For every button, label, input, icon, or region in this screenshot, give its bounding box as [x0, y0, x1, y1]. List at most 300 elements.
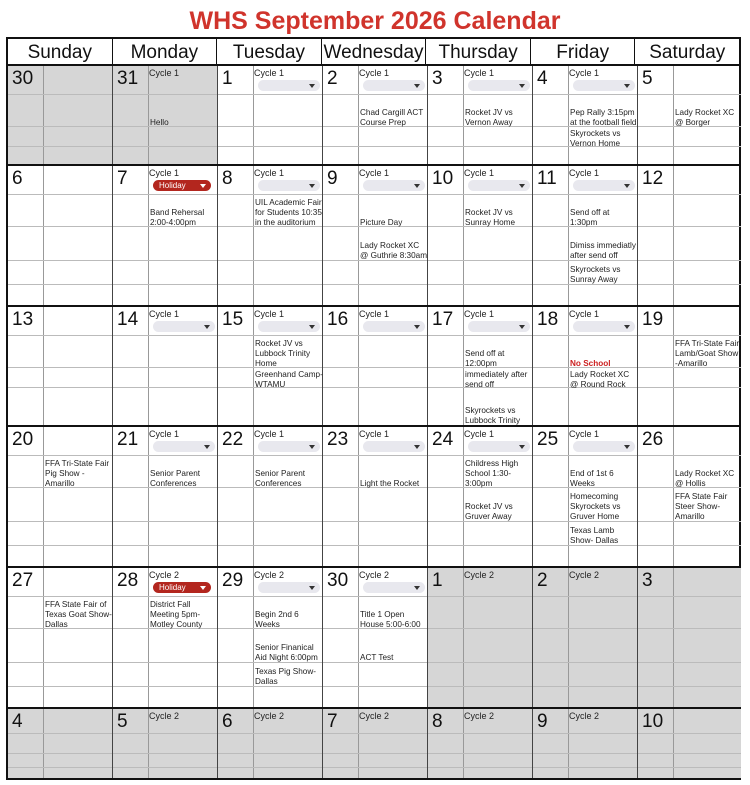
- cycle-label: Cycle 1: [464, 68, 495, 78]
- day-cell[interactable]: [113, 66, 218, 164]
- event-text: Begin 2nd 6 Weeks: [255, 610, 299, 629]
- cell-row-line: [638, 596, 741, 597]
- day-cell[interactable]: [323, 66, 428, 164]
- calendar-title: WHS September 2026 Calendar: [189, 7, 561, 35]
- cell-row-line: [638, 753, 741, 754]
- cycle-label: Cycle 1: [149, 168, 180, 178]
- day-cell[interactable]: [323, 427, 428, 566]
- event-text: Texas Pig Show- Dallas: [255, 667, 316, 686]
- cell-divider: [463, 66, 464, 164]
- event-text: Childress High School 1:30-3:00pm: [465, 459, 519, 488]
- day-cell[interactable]: [428, 427, 533, 566]
- event-text: UIL Academic Fair for Students 10:35 in the auditorium: [255, 198, 322, 227]
- cycle-dropdown[interactable]: [258, 180, 320, 191]
- cell-row-line: [638, 335, 741, 336]
- day-cell[interactable]: [533, 166, 638, 305]
- cell-row-line: [638, 146, 741, 147]
- cycle-dropdown[interactable]: [573, 441, 635, 452]
- day-number: 4: [537, 68, 548, 89]
- day-cell[interactable]: [428, 66, 533, 164]
- cell-divider: [43, 66, 44, 164]
- day-number: 5: [117, 711, 128, 732]
- cell-row-line: [8, 387, 112, 388]
- cell-divider: [148, 66, 149, 164]
- day-number: 8: [222, 168, 233, 189]
- event-text: ACT Test: [360, 653, 394, 662]
- cell-row-line: [428, 767, 532, 768]
- cycle-dropdown[interactable]: [363, 180, 425, 191]
- event-text: Band Rehersal 2:00-4:00pm: [150, 208, 205, 227]
- cycle-label: Cycle 2: [569, 711, 600, 721]
- cell-row-line: [533, 767, 637, 768]
- event-text: immediately after send off: [465, 371, 528, 389]
- cell-row-line: [428, 545, 532, 546]
- event-text: Senior Finanical Aid Night 6:00pm: [255, 643, 318, 662]
- day-number: 3: [432, 68, 443, 89]
- day-number: 6: [222, 711, 233, 732]
- cycle-dropdown[interactable]: [468, 441, 530, 452]
- day-number: 6: [12, 168, 23, 189]
- cell-row-line: [428, 662, 532, 663]
- week-row: [6, 66, 741, 166]
- cell-row-line: [8, 596, 112, 597]
- cell-row-line: [8, 194, 112, 195]
- cell-row-line: [218, 767, 322, 768]
- event-text: Title 1 Open House 5:00-6:00: [360, 610, 421, 629]
- cycle-dropdown[interactable]: [258, 582, 320, 593]
- cell-row-line: [533, 455, 637, 456]
- cycle-dropdown[interactable]: [363, 321, 425, 332]
- cell-row-line: [8, 94, 112, 95]
- cell-row-line: [8, 126, 112, 127]
- cell-row-line: [533, 194, 637, 195]
- cell-row-line: [8, 226, 112, 227]
- cell-row-line: [113, 753, 217, 754]
- weekday-monday: Monday: [113, 39, 218, 64]
- cycle-dropdown[interactable]: [153, 441, 215, 452]
- cycle-label: Cycle 2: [464, 711, 495, 721]
- cycle-dropdown[interactable]: [468, 80, 530, 91]
- day-number: 10: [432, 168, 454, 189]
- event-text: Senior Parent Conferences: [255, 469, 306, 488]
- day-number: 22: [222, 429, 244, 450]
- day-cell[interactable]: [428, 166, 533, 305]
- day-cell[interactable]: [533, 709, 638, 778]
- day-number: 12: [642, 168, 664, 189]
- day-number: 25: [537, 429, 559, 450]
- day-cell[interactable]: [218, 568, 323, 707]
- cell-divider: [43, 307, 44, 425]
- day-number: 23: [327, 429, 349, 450]
- day-cell[interactable]: [113, 709, 218, 778]
- event-text: Homecoming Skyrockets vs Gruver Home: [570, 492, 621, 521]
- cell-row-line: [113, 387, 217, 388]
- cell-row-line: [8, 545, 112, 546]
- day-cell[interactable]: [533, 568, 638, 707]
- event-text: Lady Rocket XC @ Guthrie 8:30am: [360, 241, 428, 260]
- event-text: District Fall Meeting 5pm-Motley County: [150, 600, 203, 629]
- cycle-label: Cycle 2: [149, 711, 180, 721]
- cell-row-line: [428, 753, 532, 754]
- cell-row-line: [428, 628, 532, 629]
- event-text: Lady Rocket XC @ Hollis: [675, 469, 735, 488]
- cell-row-line: [8, 455, 112, 456]
- day-number: 3: [642, 570, 653, 591]
- cycle-label: Cycle 2: [464, 570, 495, 580]
- cell-row-line: [218, 545, 322, 546]
- day-cell[interactable]: [323, 568, 428, 707]
- cell-row-line: [113, 335, 217, 336]
- cell-divider: [358, 66, 359, 164]
- day-number: 27: [12, 570, 34, 591]
- day-number: 16: [327, 309, 349, 330]
- cycle-dropdown[interactable]: [258, 321, 320, 332]
- cell-row-line: [113, 367, 217, 368]
- day-cell[interactable]: [638, 568, 741, 707]
- cell-row-line: [218, 521, 322, 522]
- cell-row-line: [113, 284, 217, 285]
- day-number: 31: [117, 68, 139, 89]
- cycle-label: Cycle 2: [359, 570, 390, 580]
- event-text: FFA Tri-State Fair Pig Show -Amarillo: [45, 459, 110, 488]
- event-text: Greenhand Camp-WTAMU: [255, 371, 323, 389]
- day-number: 4: [12, 711, 23, 732]
- day-cell[interactable]: [113, 427, 218, 566]
- cell-row-line: [533, 686, 637, 687]
- day-number: 8: [432, 711, 443, 732]
- cell-divider: [673, 307, 674, 425]
- cycle-label: Cycle 1: [464, 429, 495, 439]
- day-cell[interactable]: [113, 166, 218, 305]
- cycle-dropdown[interactable]: [468, 321, 530, 332]
- cell-row-line: [638, 628, 741, 629]
- cell-row-line: [533, 596, 637, 597]
- cycle-dropdown[interactable]: [363, 582, 425, 593]
- event-text: Rocket JV vs Gruver Away: [465, 502, 513, 521]
- week-row: [6, 427, 741, 568]
- cell-row-line: [428, 146, 532, 147]
- cycle-label: Cycle 1: [569, 168, 600, 178]
- cell-row-line: [8, 146, 112, 147]
- cycle-label: Cycle 1: [569, 309, 600, 319]
- event-text: Skyrockets vs Sunray Away: [570, 265, 621, 284]
- week-row: [6, 166, 741, 307]
- day-number: 13: [12, 309, 34, 330]
- cycle-label: Cycle 1: [359, 429, 390, 439]
- cell-row-line: [113, 767, 217, 768]
- weekday-wednesday: Wednesday: [322, 39, 427, 64]
- cycle-label: Cycle 1: [149, 68, 180, 78]
- day-number: 2: [537, 570, 548, 591]
- cell-divider: [148, 307, 149, 425]
- event-text: FFA State Fair of Texas Goat Show- Dallas: [45, 600, 112, 629]
- day-cell[interactable]: [638, 427, 741, 566]
- week-row: [6, 709, 741, 780]
- cycle-label: Cycle 1: [149, 309, 180, 319]
- day-cell[interactable]: [113, 307, 218, 425]
- cell-row-line: [428, 455, 532, 456]
- day-cell[interactable]: [638, 709, 741, 778]
- cell-row-line: [323, 367, 427, 368]
- cell-row-line: [8, 367, 112, 368]
- day-number: 7: [117, 168, 128, 189]
- cell-row-line: [8, 284, 112, 285]
- day-cell[interactable]: [428, 307, 533, 425]
- cell-row-line: [428, 335, 532, 336]
- day-number: 30: [12, 68, 34, 89]
- day-number: 21: [117, 429, 139, 450]
- cell-row-line: [218, 260, 322, 261]
- week-row: [6, 307, 741, 427]
- event-text: Rocket JV vs Sunray Home: [465, 208, 516, 227]
- cycle-dropdown[interactable]: [573, 321, 635, 332]
- day-cell[interactable]: [323, 166, 428, 305]
- cell-row-line: [8, 260, 112, 261]
- cell-row-line: [218, 94, 322, 95]
- cell-row-line: [428, 733, 532, 734]
- cell-divider: [253, 307, 254, 425]
- no-school-label: No School: [570, 359, 611, 368]
- cycle-label: Cycle 2: [254, 711, 285, 721]
- day-cell[interactable]: [218, 709, 323, 778]
- cell-row-line: [218, 284, 322, 285]
- day-cell[interactable]: [638, 307, 741, 425]
- cycle-label: Cycle 1: [254, 429, 285, 439]
- cell-row-line: [638, 94, 741, 95]
- event-text: FFA Tri-State Fair Lamb/Goat Show -Amarillo: [675, 339, 740, 368]
- cycle-label: Cycle 2: [254, 570, 285, 580]
- cell-row-line: [323, 387, 427, 388]
- cycle-dropdown[interactable]: [258, 441, 320, 452]
- cell-row-line: [428, 194, 532, 195]
- cell-row-line: [218, 596, 322, 597]
- cycle-label: Cycle 1: [569, 429, 600, 439]
- cell-row-line: [113, 521, 217, 522]
- cell-row-line: [323, 545, 427, 546]
- cell-row-line: [323, 146, 427, 147]
- cell-row-line: [638, 686, 741, 687]
- cell-divider: [463, 307, 464, 425]
- day-cell[interactable]: [323, 307, 428, 425]
- day-number: 11: [537, 168, 557, 189]
- cycle-label: Cycle 2: [149, 570, 180, 580]
- day-number: 19: [642, 309, 664, 330]
- cell-row-line: [323, 686, 427, 687]
- cell-row-line: [323, 94, 427, 95]
- cell-row-line: [218, 733, 322, 734]
- cell-row-line: [323, 194, 427, 195]
- cell-row-line: [113, 662, 217, 663]
- week-row: [6, 568, 741, 709]
- cell-row-line: [113, 94, 217, 95]
- cell-row-line: [533, 628, 637, 629]
- event-text: Rocket JV vs Vernon Away: [465, 108, 513, 127]
- event-text: FFA State Fair Steer Show- Amarillo: [675, 492, 728, 521]
- cycle-label: Cycle 1: [359, 68, 390, 78]
- day-cell[interactable]: [8, 307, 113, 425]
- cell-row-line: [218, 753, 322, 754]
- day-cell[interactable]: [428, 568, 533, 707]
- day-number: 7: [327, 711, 338, 732]
- cell-row-line: [638, 545, 741, 546]
- cell-row-line: [113, 146, 217, 147]
- day-cell[interactable]: [638, 66, 741, 164]
- event-text: Dimiss immediatly after send off: [570, 241, 636, 260]
- cell-divider: [568, 66, 569, 164]
- cell-row-line: [638, 733, 741, 734]
- cell-row-line: [428, 94, 532, 95]
- holiday-dropdown[interactable]: Holiday: [153, 180, 211, 191]
- day-number: 2: [327, 68, 338, 89]
- cell-row-line: [8, 767, 112, 768]
- cycle-dropdown[interactable]: [153, 321, 215, 332]
- cell-row-line: [638, 284, 741, 285]
- cell-row-line: [113, 596, 217, 597]
- weekday-tuesday: Tuesday: [217, 39, 322, 64]
- day-number: 9: [327, 168, 338, 189]
- cycle-label: Cycle 1: [254, 68, 285, 78]
- day-cell[interactable]: [533, 307, 638, 425]
- day-cell[interactable]: [8, 66, 113, 164]
- cycle-dropdown[interactable]: [258, 80, 320, 91]
- cell-row-line: [638, 226, 741, 227]
- weekday-thursday: Thursday: [426, 39, 531, 64]
- event-text: Picture Day: [360, 218, 403, 227]
- cell-row-line: [8, 753, 112, 754]
- cycle-label: Cycle 2: [359, 711, 390, 721]
- day-number: 18: [537, 309, 559, 330]
- weekday-friday: Friday: [531, 39, 636, 64]
- event-text: End of 1st 6 Weeks: [570, 469, 614, 488]
- day-cell[interactable]: [533, 66, 638, 164]
- cell-row-line: [428, 260, 532, 261]
- cell-row-line: [638, 260, 741, 261]
- event-text: Light the Rocket: [360, 479, 420, 488]
- cell-row-line: [428, 686, 532, 687]
- day-number: 9: [537, 711, 548, 732]
- cell-row-line: [533, 753, 637, 754]
- cell-row-line: [323, 753, 427, 754]
- day-cell[interactable]: [218, 166, 323, 305]
- day-number: 28: [117, 570, 139, 591]
- day-cell[interactable]: [218, 427, 323, 566]
- cell-row-line: [638, 662, 741, 663]
- cell-row-line: [8, 686, 112, 687]
- day-number: 14: [117, 309, 139, 330]
- cell-row-line: [218, 146, 322, 147]
- cell-row-line: [113, 194, 217, 195]
- cell-row-line: [218, 335, 322, 336]
- cell-row-line: [113, 455, 217, 456]
- cycle-label: Cycle 1: [254, 309, 285, 319]
- day-cell[interactable]: [8, 166, 113, 305]
- cell-row-line: [8, 662, 112, 663]
- cycle-label: Cycle 1: [569, 68, 600, 78]
- cycle-label: Cycle 1: [464, 309, 495, 319]
- cell-row-line: [638, 455, 741, 456]
- cycle-label: Cycle 2: [569, 570, 600, 580]
- day-cell[interactable]: [8, 427, 113, 566]
- day-cell[interactable]: [113, 568, 218, 707]
- cell-row-line: [428, 284, 532, 285]
- cell-row-line: [428, 596, 532, 597]
- cell-row-line: [323, 521, 427, 522]
- cycle-dropdown[interactable]: [363, 80, 425, 91]
- cell-row-line: [323, 733, 427, 734]
- cell-row-line: [533, 335, 637, 336]
- cell-row-line: [323, 335, 427, 336]
- cycle-label: Cycle 1: [359, 168, 390, 178]
- event-text: Send off at 1:30pm: [570, 208, 610, 227]
- day-number: 1: [432, 570, 443, 591]
- event-text: Skyrockets vs Lubbock Trinity: [465, 406, 521, 425]
- cell-row-line: [218, 126, 322, 127]
- cell-divider: [568, 307, 569, 425]
- cell-row-line: [323, 284, 427, 285]
- cell-row-line: [113, 545, 217, 546]
- day-cell[interactable]: [8, 568, 113, 707]
- cell-row-line: [533, 94, 637, 95]
- weekday-saturday: Saturday: [649, 42, 726, 63]
- cell-row-line: [218, 455, 322, 456]
- event-text: Chad Cargill ACT Course Prep: [360, 108, 424, 127]
- event-text: Texas Lamb Show- Dallas: [570, 526, 619, 545]
- day-number: 24: [432, 429, 454, 450]
- event-text: Send off at 12:00pm: [465, 349, 505, 368]
- cell-row-line: [638, 387, 741, 388]
- day-cell[interactable]: [8, 709, 113, 778]
- cycle-label: Cycle 1: [359, 309, 390, 319]
- cycle-dropdown[interactable]: [573, 180, 635, 191]
- cell-divider: [253, 66, 254, 164]
- cell-row-line: [113, 733, 217, 734]
- cell-row-line: [113, 686, 217, 687]
- event-text: Lady Rocket XC @ Borger: [675, 108, 735, 127]
- cell-row-line: [8, 733, 112, 734]
- cycle-label: Cycle 1: [149, 429, 180, 439]
- day-cell[interactable]: [218, 66, 323, 164]
- day-cell[interactable]: [323, 709, 428, 778]
- cell-row-line: [638, 194, 741, 195]
- event-text: Rocket JV vs Lubbock Trinity Home: [255, 339, 311, 368]
- event-text: Pep Rally 3:15pm at the football field: [570, 108, 637, 127]
- cell-divider: [673, 66, 674, 164]
- event-text: Hello: [150, 118, 169, 127]
- cell-row-line: [218, 194, 322, 195]
- cycle-dropdown[interactable]: [363, 441, 425, 452]
- weekday-sunday: Sunday: [8, 39, 113, 64]
- cell-row-line: [113, 260, 217, 261]
- day-number: 20: [12, 429, 34, 450]
- day-number: 15: [222, 309, 244, 330]
- cell-divider: [358, 307, 359, 425]
- weekday-header-row: [6, 37, 741, 66]
- day-cell[interactable]: [218, 307, 323, 425]
- day-cell[interactable]: [533, 427, 638, 566]
- cell-row-line: [533, 662, 637, 663]
- holiday-dropdown[interactable]: Holiday: [153, 582, 211, 593]
- cycle-dropdown[interactable]: [468, 180, 530, 191]
- cell-row-line: [533, 733, 637, 734]
- day-number: 10: [642, 711, 664, 732]
- cell-row-line: [323, 767, 427, 768]
- cell-row-line: [323, 455, 427, 456]
- cycle-dropdown[interactable]: [573, 80, 635, 91]
- day-cell[interactable]: [638, 166, 741, 305]
- calendar-grid: [6, 37, 746, 780]
- day-number: 17: [432, 309, 454, 330]
- day-cell[interactable]: [428, 709, 533, 778]
